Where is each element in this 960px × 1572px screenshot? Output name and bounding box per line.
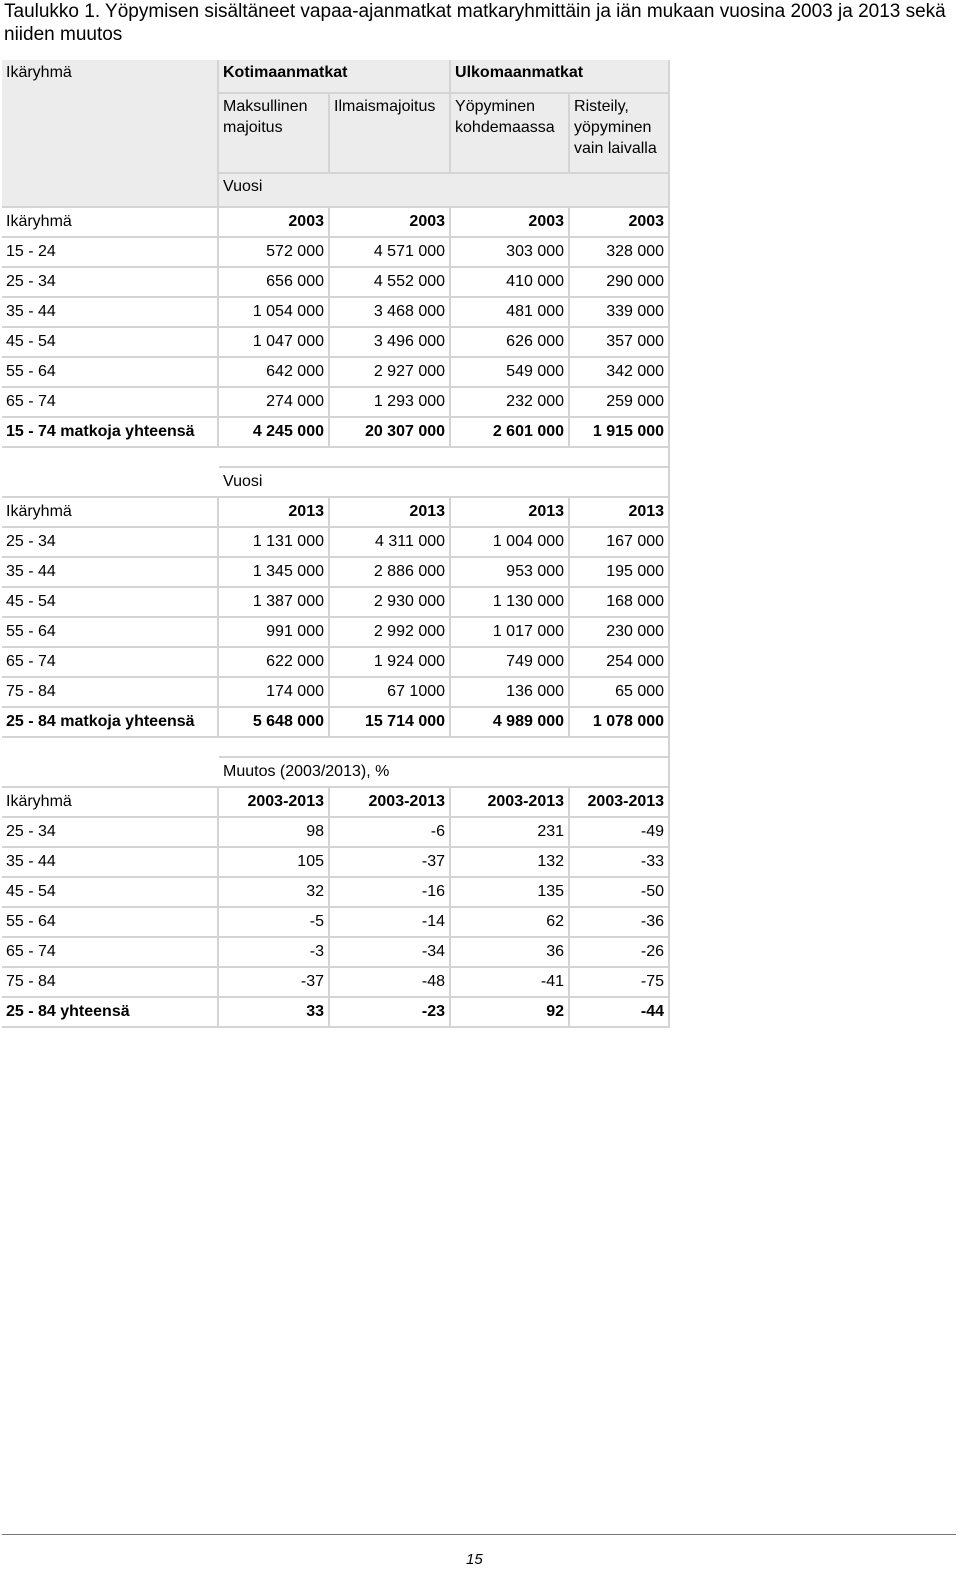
section-label-spacer	[2, 466, 219, 498]
col-free-accommodation: Ilmaismajoitus	[330, 94, 451, 174]
value-cell: 36	[451, 938, 570, 968]
year-cell: 2003-2013	[570, 788, 670, 818]
total-label: 25 - 84 yhteensä	[2, 998, 219, 1028]
value-cell: 1 387 000	[219, 588, 330, 618]
value-cell: 168 000	[570, 588, 670, 618]
total-value-cell: 1 078 000	[570, 708, 670, 738]
table-row	[2, 558, 670, 588]
value-cell: -6	[330, 818, 451, 848]
value-cell: 642 000	[219, 358, 330, 388]
table-row	[2, 648, 670, 678]
value-cell: 259 000	[570, 388, 670, 418]
value-cell: 254 000	[570, 648, 670, 678]
value-cell: 67 1000	[330, 678, 451, 708]
value-cell: 303 000	[451, 238, 570, 268]
table-row	[2, 298, 670, 328]
age-cell: 55 - 64	[2, 618, 219, 648]
value-cell: -36	[570, 908, 670, 938]
age-group-header: Ikäryhmä	[2, 60, 219, 208]
value-cell: 572 000	[219, 238, 330, 268]
year-cell: 2013	[330, 498, 451, 528]
year-row	[2, 208, 670, 238]
year-cell: 2003-2013	[219, 788, 330, 818]
age-cell: 25 - 34	[2, 268, 219, 298]
age-cell: 25 - 34	[2, 818, 219, 848]
header-row-1	[2, 60, 670, 94]
value-cell: -26	[570, 938, 670, 968]
value-cell: 1 017 000	[451, 618, 570, 648]
table-row	[2, 388, 670, 418]
value-cell: 32	[219, 878, 330, 908]
total-value-cell: 1 915 000	[570, 418, 670, 448]
total-value-cell: 92	[451, 998, 570, 1028]
value-cell: -37	[330, 848, 451, 878]
value-cell: 1 924 000	[330, 648, 451, 678]
value-cell: 274 000	[219, 388, 330, 418]
age-cell: 75 - 84	[2, 968, 219, 998]
table-row	[2, 328, 670, 358]
total-value-cell: -44	[570, 998, 670, 1028]
value-cell: 2 886 000	[330, 558, 451, 588]
value-cell: 549 000	[451, 358, 570, 388]
total-row	[2, 418, 670, 448]
value-cell: 1 293 000	[330, 388, 451, 418]
table-row	[2, 238, 670, 268]
year-cell: 2003	[219, 208, 330, 238]
value-cell: 290 000	[570, 268, 670, 298]
value-cell: -50	[570, 878, 670, 908]
total-row	[2, 998, 670, 1028]
value-cell: 953 000	[451, 558, 570, 588]
age-cell: 55 - 64	[2, 908, 219, 938]
value-cell: -41	[451, 968, 570, 998]
year-row	[2, 788, 670, 818]
age-cell: 35 - 44	[2, 848, 219, 878]
col-cruise: Risteily, yöpyminen vain laivalla	[570, 94, 670, 174]
age-cell: 15 - 24	[2, 238, 219, 268]
section-gap	[2, 738, 670, 756]
age-cell: 35 - 44	[2, 558, 219, 588]
total-label: 25 - 84 matkoja yhteensä	[2, 708, 219, 738]
value-cell: 232 000	[451, 388, 570, 418]
total-value-cell: 5 648 000	[219, 708, 330, 738]
value-cell: 410 000	[451, 268, 570, 298]
section-label: Vuosi	[219, 174, 670, 208]
age-cell: 35 - 44	[2, 298, 219, 328]
table-row	[2, 588, 670, 618]
table-row	[2, 678, 670, 708]
domestic-header: Kotimaanmatkat	[219, 60, 451, 94]
total-value-cell: 20 307 000	[330, 418, 451, 448]
value-cell: -49	[570, 818, 670, 848]
value-cell: 1 054 000	[219, 298, 330, 328]
value-cell: 4 571 000	[330, 238, 451, 268]
table-row	[2, 848, 670, 878]
section-label: Muutos (2003/2013), %	[219, 756, 670, 788]
total-value-cell: -23	[330, 998, 451, 1028]
table-row	[2, 968, 670, 998]
age-cell: 55 - 64	[2, 358, 219, 388]
table-row	[2, 528, 670, 558]
year-cell: 2003	[330, 208, 451, 238]
year-cell: 2003	[570, 208, 670, 238]
age-cell: 45 - 54	[2, 328, 219, 358]
value-cell: 2 992 000	[330, 618, 451, 648]
age-cell: 65 - 74	[2, 648, 219, 678]
age-cell: 25 - 34	[2, 528, 219, 558]
value-cell: 1 004 000	[451, 528, 570, 558]
value-cell: 132	[451, 848, 570, 878]
year-cell: 2003-2013	[451, 788, 570, 818]
value-cell: 339 000	[570, 298, 670, 328]
age-cell: 45 - 54	[2, 878, 219, 908]
page-number: 15	[466, 1551, 483, 1568]
value-cell: 3 496 000	[330, 328, 451, 358]
travel-table	[2, 60, 670, 1028]
section-label: Vuosi	[219, 466, 670, 498]
table-row	[2, 618, 670, 648]
value-cell: 656 000	[219, 268, 330, 298]
age-group-label: Ikäryhmä	[2, 208, 219, 238]
value-cell: 135	[451, 878, 570, 908]
value-cell: -3	[219, 938, 330, 968]
total-value-cell: 33	[219, 998, 330, 1028]
age-cell: 65 - 74	[2, 388, 219, 418]
total-value-cell: 2 601 000	[451, 418, 570, 448]
value-cell: 167 000	[570, 528, 670, 558]
year-cell: 2013	[570, 498, 670, 528]
value-cell: -14	[330, 908, 451, 938]
age-cell: 65 - 74	[2, 938, 219, 968]
value-cell: 991 000	[219, 618, 330, 648]
table-row	[2, 818, 670, 848]
age-cell: 45 - 54	[2, 588, 219, 618]
age-group-label: Ikäryhmä	[2, 788, 219, 818]
total-value-cell: 15 714 000	[330, 708, 451, 738]
col-paid-accommodation: Maksullinen majoitus	[219, 94, 330, 174]
value-cell: 62	[451, 908, 570, 938]
year-cell: 2003-2013	[330, 788, 451, 818]
foreign-header: Ulkomaanmatkat	[451, 60, 670, 94]
year-cell: 2013	[451, 498, 570, 528]
value-cell: 174 000	[219, 678, 330, 708]
year-cell: 2013	[219, 498, 330, 528]
table-title: Taulukko 1. Yöpymisen sisältäneet vapaa-ajanmatkat matkaryhmittäin ja iän mukaan vuosina 2003 ja 2013 sekä niiden muutos	[4, 1, 946, 45]
value-cell: -34	[330, 938, 451, 968]
table-row	[2, 268, 670, 298]
value-cell: -37	[219, 968, 330, 998]
age-group-label: Ikäryhmä	[2, 498, 219, 528]
value-cell: 1 131 000	[219, 528, 330, 558]
value-cell: 231	[451, 818, 570, 848]
table-row	[2, 938, 670, 968]
footer-divider	[2, 1534, 956, 1535]
section-label-row	[2, 466, 670, 498]
value-cell: 65 000	[570, 678, 670, 708]
value-cell: 481 000	[451, 298, 570, 328]
gap-cell	[2, 738, 670, 756]
value-cell: 4 311 000	[330, 528, 451, 558]
value-cell: 105	[219, 848, 330, 878]
value-cell: 3 468 000	[330, 298, 451, 328]
value-cell: 622 000	[219, 648, 330, 678]
value-cell: 136 000	[451, 678, 570, 708]
value-cell: -5	[219, 908, 330, 938]
value-cell: -33	[570, 848, 670, 878]
value-cell: -48	[330, 968, 451, 998]
value-cell: 328 000	[570, 238, 670, 268]
section-label-row	[2, 756, 670, 788]
total-row	[2, 708, 670, 738]
value-cell: 1 047 000	[219, 328, 330, 358]
value-cell: 2 930 000	[330, 588, 451, 618]
value-cell: 230 000	[570, 618, 670, 648]
age-cell: 75 - 84	[2, 678, 219, 708]
year-cell: 2003	[451, 208, 570, 238]
table-row	[2, 878, 670, 908]
value-cell: 357 000	[570, 328, 670, 358]
value-cell: -16	[330, 878, 451, 908]
total-value-cell: 4 245 000	[219, 418, 330, 448]
value-cell: 1 345 000	[219, 558, 330, 588]
table-row	[2, 358, 670, 388]
value-cell: 195 000	[570, 558, 670, 588]
col-stay-destination: Yöpyminen kohdemaassa	[451, 94, 570, 174]
value-cell: 2 927 000	[330, 358, 451, 388]
value-cell: -75	[570, 968, 670, 998]
total-label: 15 - 74 matkoja yhteensä	[2, 418, 219, 448]
value-cell: 749 000	[451, 648, 570, 678]
value-cell: 4 552 000	[330, 268, 451, 298]
year-row	[2, 498, 670, 528]
section-label-spacer	[2, 756, 219, 788]
value-cell: 626 000	[451, 328, 570, 358]
value-cell: 98	[219, 818, 330, 848]
gap-cell	[2, 448, 670, 466]
table-row	[2, 908, 670, 938]
section-gap	[2, 448, 670, 466]
total-value-cell: 4 989 000	[451, 708, 570, 738]
value-cell: 342 000	[570, 358, 670, 388]
value-cell: 1 130 000	[451, 588, 570, 618]
